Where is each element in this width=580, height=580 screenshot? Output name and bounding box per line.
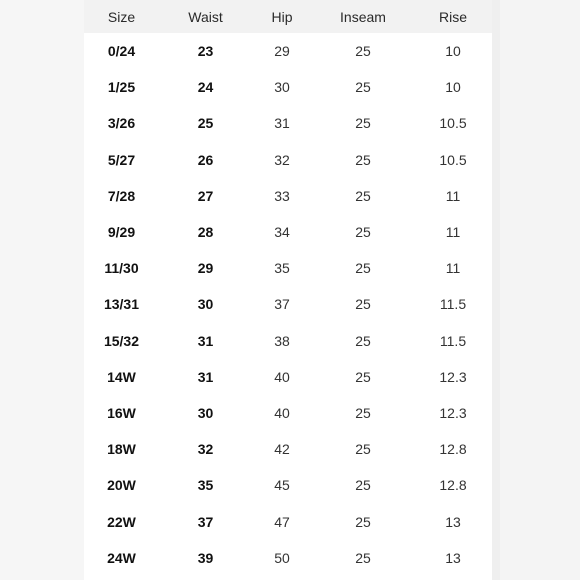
cell-rise: 10.5 <box>439 115 467 132</box>
cell-hip: 35 <box>274 260 290 277</box>
cell-size: 5/27 <box>107 151 136 168</box>
cell-size: 0/24 <box>107 43 136 60</box>
cell-hip: 50 <box>274 549 290 566</box>
table-row <box>84 323 492 359</box>
cell-inseam: 25 <box>355 260 371 277</box>
cell-hip: 30 <box>274 79 290 96</box>
cell-size: 7/28 <box>107 187 136 204</box>
cell-inseam: 25 <box>355 79 371 96</box>
cell-hip: 38 <box>274 332 290 349</box>
cell-inseam: 25 <box>355 477 371 494</box>
size-chart-panel <box>84 0 492 580</box>
cell-inseam: 25 <box>355 513 371 530</box>
table-row <box>84 431 492 467</box>
cell-inseam: 25 <box>355 332 371 349</box>
cell-size: 20W <box>107 477 136 494</box>
right-margin <box>492 0 580 580</box>
header-waist: Waist <box>159 0 252 33</box>
header-inseam: Inseam <box>312 0 414 33</box>
cell-size: 1/25 <box>107 79 136 96</box>
cell-waist: 32 <box>197 441 214 458</box>
cell-inseam: 25 <box>355 441 371 458</box>
table-row <box>84 214 492 250</box>
cell-size: 16W <box>107 404 136 421</box>
cell-waist: 24 <box>197 79 214 96</box>
size-chart-table <box>84 0 492 576</box>
cell-inseam: 25 <box>355 224 371 241</box>
cell-hip: 42 <box>274 441 290 458</box>
cell-size: 3/26 <box>107 115 136 132</box>
header-size: Size <box>84 0 159 33</box>
cell-rise: 12.3 <box>439 368 467 385</box>
table-row <box>84 250 492 286</box>
cell-rise: 10 <box>445 79 461 96</box>
cell-hip: 32 <box>274 151 290 168</box>
cell-hip: 31 <box>274 115 290 132</box>
cell-hip: 29 <box>274 43 290 60</box>
cell-inseam: 25 <box>355 187 371 204</box>
cell-inseam: 25 <box>355 296 371 313</box>
table-row <box>84 33 492 69</box>
table-row <box>84 395 492 431</box>
cell-rise: 13 <box>445 513 461 530</box>
table-row <box>84 359 492 395</box>
cell-rise: 12.3 <box>439 404 467 421</box>
cell-waist: 28 <box>197 224 214 241</box>
cell-inseam: 25 <box>355 549 371 566</box>
cell-waist: 31 <box>197 368 214 385</box>
header-hip: Hip <box>252 0 312 33</box>
table-row <box>84 540 492 576</box>
cell-rise: 10.5 <box>439 151 467 168</box>
cell-rise: 11 <box>445 224 461 241</box>
header-row <box>84 0 492 33</box>
table-row <box>84 69 492 105</box>
cell-size: 13/31 <box>103 296 140 313</box>
cell-inseam: 25 <box>355 404 371 421</box>
table-row <box>84 286 492 322</box>
cell-waist: 31 <box>197 332 214 349</box>
cell-waist: 30 <box>197 404 214 421</box>
table-body <box>84 33 492 576</box>
cell-inseam: 25 <box>355 368 371 385</box>
cell-waist: 25 <box>197 115 214 132</box>
cell-waist: 27 <box>197 187 214 204</box>
table-row <box>84 105 492 141</box>
cell-hip: 45 <box>274 477 290 494</box>
cell-waist: 29 <box>197 260 214 277</box>
cell-waist: 23 <box>197 43 214 60</box>
cell-hip: 33 <box>274 187 290 204</box>
table-row <box>84 178 492 214</box>
left-margin <box>0 0 84 580</box>
cell-rise: 11.5 <box>439 296 467 313</box>
cell-rise: 11 <box>445 187 461 204</box>
cell-waist: 37 <box>197 513 214 530</box>
cell-size: 11/30 <box>104 260 139 277</box>
cell-size: 18W <box>107 441 136 458</box>
cell-rise: 12.8 <box>439 441 467 458</box>
cell-hip: 40 <box>274 404 290 421</box>
cell-size: 14W <box>107 368 136 385</box>
cell-rise: 11.5 <box>439 332 467 349</box>
cell-inseam: 25 <box>355 151 371 168</box>
header-rise: Rise <box>414 0 492 33</box>
cell-waist: 39 <box>197 549 214 566</box>
cell-rise: 10 <box>445 43 461 60</box>
cell-inseam: 25 <box>355 43 371 60</box>
cell-rise: 11 <box>445 260 461 277</box>
cell-size: 15/32 <box>103 332 140 349</box>
cell-waist: 30 <box>197 296 214 313</box>
cell-hip: 40 <box>274 368 290 385</box>
cell-inseam: 25 <box>355 115 371 132</box>
cell-size: 22W <box>107 513 136 530</box>
cell-waist: 26 <box>197 151 214 168</box>
cell-hip: 34 <box>274 224 290 241</box>
cell-rise: 13 <box>445 549 461 566</box>
cell-waist: 35 <box>197 477 214 494</box>
cell-rise: 12.8 <box>439 477 467 494</box>
table-row <box>84 467 492 503</box>
cell-hip: 47 <box>274 513 290 530</box>
table-row <box>84 503 492 539</box>
table-row <box>84 142 492 178</box>
cell-hip: 37 <box>274 296 290 313</box>
cell-size: 24W <box>107 549 136 566</box>
cell-size: 9/29 <box>107 224 136 241</box>
